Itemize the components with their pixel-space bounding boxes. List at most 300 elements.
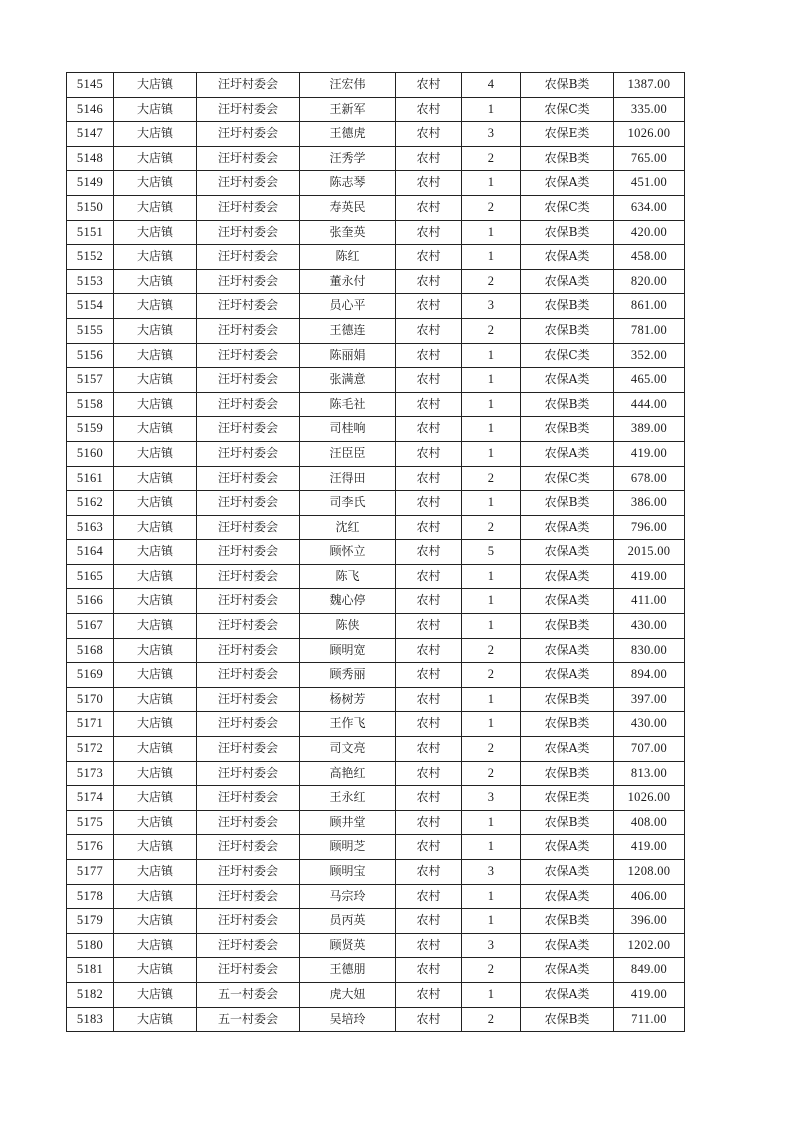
cell-household-count: 2: [462, 761, 521, 786]
cell-household-count: 1: [462, 343, 521, 368]
cell-residence-type: 农村: [396, 737, 462, 762]
cell-insurance-category: 农保A类: [521, 982, 614, 1007]
cell-person-name: 陈丽娟: [300, 343, 396, 368]
cell-village-committee: 汪圩村委会: [197, 786, 300, 811]
table-row: [67, 171, 685, 196]
cell-residence-type: 农村: [396, 810, 462, 835]
cell-village-committee: 汪圩村委会: [197, 195, 300, 220]
cell-insurance-category: 农保B类: [521, 1007, 614, 1032]
cell-town: 大店镇: [114, 515, 197, 540]
cell-person-name: 张满意: [300, 368, 396, 393]
cell-town: 大店镇: [114, 761, 197, 786]
cell-row-id: 5177: [67, 860, 114, 885]
cell-person-name: 高艳红: [300, 761, 396, 786]
cell-town: 大店镇: [114, 294, 197, 319]
cell-household-count: 2: [462, 958, 521, 983]
cell-village-committee: 汪圩村委会: [197, 73, 300, 98]
cell-insurance-category: 农保A类: [521, 884, 614, 909]
table-row: [67, 97, 685, 122]
table-row: [67, 122, 685, 147]
table-row: [67, 343, 685, 368]
cell-town: 大店镇: [114, 958, 197, 983]
cell-residence-type: 农村: [396, 687, 462, 712]
cell-town: 大店镇: [114, 392, 197, 417]
cell-amount: 2015.00: [614, 540, 685, 565]
cell-town: 大店镇: [114, 220, 197, 245]
cell-village-committee: 汪圩村委会: [197, 958, 300, 983]
cell-household-count: 2: [462, 146, 521, 171]
cell-amount: 678.00: [614, 466, 685, 491]
cell-town: 大店镇: [114, 663, 197, 688]
cell-village-committee: 汪圩村委会: [197, 269, 300, 294]
cell-person-name: 顾井堂: [300, 810, 396, 835]
cell-amount: 1202.00: [614, 933, 685, 958]
table-row: [67, 540, 685, 565]
cell-town: 大店镇: [114, 417, 197, 442]
cell-village-committee: 汪圩村委会: [197, 663, 300, 688]
cell-town: 大店镇: [114, 97, 197, 122]
cell-amount: 451.00: [614, 171, 685, 196]
cell-household-count: 1: [462, 491, 521, 516]
cell-household-count: 1: [462, 171, 521, 196]
cell-household-count: 3: [462, 294, 521, 319]
cell-household-count: 1: [462, 564, 521, 589]
cell-amount: 386.00: [614, 491, 685, 516]
cell-person-name: 汪秀学: [300, 146, 396, 171]
cell-amount: 796.00: [614, 515, 685, 540]
cell-insurance-category: 农保A类: [521, 860, 614, 885]
cell-person-name: 顾秀丽: [300, 663, 396, 688]
cell-town: 大店镇: [114, 810, 197, 835]
cell-row-id: 5180: [67, 933, 114, 958]
cell-insurance-category: 农保B类: [521, 909, 614, 934]
cell-village-committee: 汪圩村委会: [197, 343, 300, 368]
cell-insurance-category: 农保B类: [521, 146, 614, 171]
table-row: [67, 564, 685, 589]
cell-village-committee: 汪圩村委会: [197, 515, 300, 540]
cell-residence-type: 农村: [396, 73, 462, 98]
cell-person-name: 司桂响: [300, 417, 396, 442]
cell-person-name: 虎大妞: [300, 982, 396, 1007]
cell-amount: 707.00: [614, 737, 685, 762]
cell-insurance-category: 农保A类: [521, 589, 614, 614]
cell-village-committee: 汪圩村委会: [197, 245, 300, 270]
cell-row-id: 5176: [67, 835, 114, 860]
cell-person-name: 杨树芳: [300, 687, 396, 712]
cell-insurance-category: 农保A类: [521, 638, 614, 663]
cell-row-id: 5170: [67, 687, 114, 712]
table-row: [67, 491, 685, 516]
cell-person-name: 吴培玲: [300, 1007, 396, 1032]
cell-amount: 419.00: [614, 441, 685, 466]
cell-village-committee: 汪圩村委会: [197, 466, 300, 491]
cell-insurance-category: 农保B类: [521, 417, 614, 442]
cell-residence-type: 农村: [396, 982, 462, 1007]
cell-village-committee: 汪圩村委会: [197, 589, 300, 614]
cell-amount: 419.00: [614, 835, 685, 860]
cell-insurance-category: 农保A类: [521, 245, 614, 270]
cell-insurance-category: 农保B类: [521, 220, 614, 245]
table-row: [67, 958, 685, 983]
cell-town: 大店镇: [114, 982, 197, 1007]
table-row: [67, 146, 685, 171]
cell-village-committee: 汪圩村委会: [197, 97, 300, 122]
cell-amount: 1208.00: [614, 860, 685, 885]
cell-household-count: 1: [462, 884, 521, 909]
cell-town: 大店镇: [114, 491, 197, 516]
cell-insurance-category: 农保B类: [521, 614, 614, 639]
cell-household-count: 1: [462, 589, 521, 614]
cell-village-committee: 汪圩村委会: [197, 638, 300, 663]
cell-residence-type: 农村: [396, 195, 462, 220]
cell-insurance-category: 农保B类: [521, 73, 614, 98]
cell-residence-type: 农村: [396, 712, 462, 737]
cell-town: 大店镇: [114, 343, 197, 368]
cell-person-name: 王新军: [300, 97, 396, 122]
cell-village-committee: 汪圩村委会: [197, 860, 300, 885]
cell-household-count: 2: [462, 466, 521, 491]
cell-row-id: 5165: [67, 564, 114, 589]
cell-row-id: 5155: [67, 318, 114, 343]
cell-residence-type: 农村: [396, 860, 462, 885]
cell-town: 大店镇: [114, 909, 197, 934]
cell-household-count: 1: [462, 392, 521, 417]
cell-town: 大店镇: [114, 1007, 197, 1032]
cell-row-id: 5151: [67, 220, 114, 245]
cell-insurance-category: 农保A类: [521, 663, 614, 688]
cell-town: 大店镇: [114, 269, 197, 294]
cell-amount: 408.00: [614, 810, 685, 835]
cell-town: 大店镇: [114, 614, 197, 639]
cell-person-name: 寿英民: [300, 195, 396, 220]
cell-village-committee: 汪圩村委会: [197, 318, 300, 343]
cell-amount: 430.00: [614, 614, 685, 639]
table-row: [67, 73, 685, 98]
cell-row-id: 5149: [67, 171, 114, 196]
table-row: [67, 638, 685, 663]
cell-row-id: 5156: [67, 343, 114, 368]
cell-amount: 406.00: [614, 884, 685, 909]
cell-amount: 396.00: [614, 909, 685, 934]
cell-person-name: 顾贤英: [300, 933, 396, 958]
cell-town: 大店镇: [114, 122, 197, 147]
cell-insurance-category: 农保A类: [521, 958, 614, 983]
cell-person-name: 王德朋: [300, 958, 396, 983]
cell-person-name: 陈毛社: [300, 392, 396, 417]
cell-household-count: 3: [462, 933, 521, 958]
cell-amount: 420.00: [614, 220, 685, 245]
cell-residence-type: 农村: [396, 97, 462, 122]
cell-amount: 444.00: [614, 392, 685, 417]
table-row: [67, 269, 685, 294]
cell-row-id: 5147: [67, 122, 114, 147]
table-row: [67, 860, 685, 885]
table-row: [67, 737, 685, 762]
cell-town: 大店镇: [114, 540, 197, 565]
table-row: [67, 589, 685, 614]
cell-person-name: 汪臣臣: [300, 441, 396, 466]
cell-household-count: 1: [462, 712, 521, 737]
cell-person-name: 沈红: [300, 515, 396, 540]
cell-row-id: 5159: [67, 417, 114, 442]
cell-village-committee: 五一村委会: [197, 982, 300, 1007]
cell-residence-type: 农村: [396, 441, 462, 466]
cell-amount: 458.00: [614, 245, 685, 270]
cell-residence-type: 农村: [396, 1007, 462, 1032]
cell-village-committee: 汪圩村委会: [197, 810, 300, 835]
cell-insurance-category: 农保B类: [521, 712, 614, 737]
cell-insurance-category: 农保C类: [521, 195, 614, 220]
table-row: [67, 663, 685, 688]
cell-town: 大店镇: [114, 712, 197, 737]
cell-amount: 389.00: [614, 417, 685, 442]
cell-person-name: 魏心停: [300, 589, 396, 614]
cell-row-id: 5148: [67, 146, 114, 171]
cell-household-count: 2: [462, 663, 521, 688]
cell-insurance-category: 农保E类: [521, 122, 614, 147]
records-table: [66, 72, 685, 1032]
cell-household-count: 2: [462, 1007, 521, 1032]
cell-person-name: 顾明宽: [300, 638, 396, 663]
cell-village-committee: 汪圩村委会: [197, 712, 300, 737]
cell-row-id: 5158: [67, 392, 114, 417]
cell-amount: 1387.00: [614, 73, 685, 98]
cell-row-id: 5145: [67, 73, 114, 98]
cell-residence-type: 农村: [396, 417, 462, 442]
cell-village-committee: 汪圩村委会: [197, 687, 300, 712]
cell-insurance-category: 农保B类: [521, 392, 614, 417]
cell-town: 大店镇: [114, 195, 197, 220]
cell-row-id: 5175: [67, 810, 114, 835]
cell-row-id: 5146: [67, 97, 114, 122]
table-row: [67, 614, 685, 639]
cell-insurance-category: 农保A类: [521, 441, 614, 466]
cell-row-id: 5166: [67, 589, 114, 614]
cell-household-count: 3: [462, 860, 521, 885]
cell-household-count: 3: [462, 786, 521, 811]
cell-village-committee: 汪圩村委会: [197, 392, 300, 417]
cell-insurance-category: 农保E类: [521, 786, 614, 811]
cell-village-committee: 汪圩村委会: [197, 933, 300, 958]
cell-village-committee: 汪圩村委会: [197, 884, 300, 909]
cell-town: 大店镇: [114, 786, 197, 811]
cell-person-name: 张奎英: [300, 220, 396, 245]
cell-row-id: 5181: [67, 958, 114, 983]
cell-village-committee: 汪圩村委会: [197, 171, 300, 196]
cell-person-name: 员丙英: [300, 909, 396, 934]
cell-household-count: 1: [462, 810, 521, 835]
cell-household-count: 1: [462, 368, 521, 393]
cell-residence-type: 农村: [396, 515, 462, 540]
cell-person-name: 陈飞: [300, 564, 396, 589]
cell-village-committee: 汪圩村委会: [197, 220, 300, 245]
cell-residence-type: 农村: [396, 368, 462, 393]
table-row: [67, 884, 685, 909]
cell-village-committee: 汪圩村委会: [197, 614, 300, 639]
cell-village-committee: 汪圩村委会: [197, 491, 300, 516]
cell-residence-type: 农村: [396, 171, 462, 196]
cell-row-id: 5152: [67, 245, 114, 270]
cell-residence-type: 农村: [396, 318, 462, 343]
table-row: [67, 687, 685, 712]
cell-amount: 711.00: [614, 1007, 685, 1032]
cell-person-name: 员心平: [300, 294, 396, 319]
table-row: [67, 318, 685, 343]
cell-household-count: 1: [462, 982, 521, 1007]
cell-household-count: 1: [462, 97, 521, 122]
table-row: [67, 392, 685, 417]
cell-town: 大店镇: [114, 589, 197, 614]
cell-amount: 335.00: [614, 97, 685, 122]
cell-village-committee: 汪圩村委会: [197, 294, 300, 319]
cell-town: 大店镇: [114, 835, 197, 860]
cell-residence-type: 农村: [396, 146, 462, 171]
cell-row-id: 5157: [67, 368, 114, 393]
cell-household-count: 1: [462, 245, 521, 270]
cell-residence-type: 农村: [396, 663, 462, 688]
cell-person-name: 汪宏伟: [300, 73, 396, 98]
cell-row-id: 5182: [67, 982, 114, 1007]
cell-village-committee: 汪圩村委会: [197, 835, 300, 860]
cell-amount: 411.00: [614, 589, 685, 614]
cell-village-committee: 汪圩村委会: [197, 737, 300, 762]
cell-amount: 465.00: [614, 368, 685, 393]
cell-town: 大店镇: [114, 638, 197, 663]
cell-insurance-category: 农保C类: [521, 466, 614, 491]
cell-household-count: 1: [462, 835, 521, 860]
cell-amount: 830.00: [614, 638, 685, 663]
cell-row-id: 5178: [67, 884, 114, 909]
cell-amount: 430.00: [614, 712, 685, 737]
cell-village-committee: 汪圩村委会: [197, 368, 300, 393]
cell-amount: 820.00: [614, 269, 685, 294]
cell-amount: 634.00: [614, 195, 685, 220]
cell-amount: 781.00: [614, 318, 685, 343]
cell-household-count: 1: [462, 417, 521, 442]
cell-amount: 813.00: [614, 761, 685, 786]
cell-household-count: 2: [462, 638, 521, 663]
cell-insurance-category: 农保A类: [521, 171, 614, 196]
cell-row-id: 5164: [67, 540, 114, 565]
cell-residence-type: 农村: [396, 614, 462, 639]
cell-household-count: 5: [462, 540, 521, 565]
cell-town: 大店镇: [114, 884, 197, 909]
cell-person-name: 董永付: [300, 269, 396, 294]
cell-village-committee: 汪圩村委会: [197, 441, 300, 466]
cell-residence-type: 农村: [396, 245, 462, 270]
cell-person-name: 陈志琴: [300, 171, 396, 196]
cell-residence-type: 农村: [396, 958, 462, 983]
cell-household-count: 2: [462, 269, 521, 294]
cell-residence-type: 农村: [396, 589, 462, 614]
cell-household-count: 1: [462, 687, 521, 712]
cell-household-count: 2: [462, 737, 521, 762]
table-row: [67, 195, 685, 220]
cell-amount: 352.00: [614, 343, 685, 368]
cell-residence-type: 农村: [396, 933, 462, 958]
cell-household-count: 3: [462, 122, 521, 147]
cell-residence-type: 农村: [396, 638, 462, 663]
cell-person-name: 马宗玲: [300, 884, 396, 909]
cell-person-name: 司文亮: [300, 737, 396, 762]
table-row: [67, 245, 685, 270]
cell-person-name: 顾明芝: [300, 835, 396, 860]
cell-household-count: 2: [462, 515, 521, 540]
cell-household-count: 1: [462, 441, 521, 466]
table-row: [67, 220, 685, 245]
cell-residence-type: 农村: [396, 220, 462, 245]
table-row: [67, 712, 685, 737]
cell-town: 大店镇: [114, 860, 197, 885]
cell-household-count: 1: [462, 909, 521, 934]
cell-village-committee: 汪圩村委会: [197, 909, 300, 934]
cell-village-committee: 五一村委会: [197, 1007, 300, 1032]
cell-residence-type: 农村: [396, 564, 462, 589]
cell-village-committee: 汪圩村委会: [197, 146, 300, 171]
cell-residence-type: 农村: [396, 884, 462, 909]
cell-amount: 861.00: [614, 294, 685, 319]
cell-person-name: 汪得田: [300, 466, 396, 491]
cell-row-id: 5160: [67, 441, 114, 466]
cell-amount: 397.00: [614, 687, 685, 712]
cell-residence-type: 农村: [396, 294, 462, 319]
cell-person-name: 王永红: [300, 786, 396, 811]
cell-person-name: 王德连: [300, 318, 396, 343]
cell-insurance-category: 农保A类: [521, 540, 614, 565]
cell-row-id: 5169: [67, 663, 114, 688]
table-row: [67, 933, 685, 958]
cell-town: 大店镇: [114, 564, 197, 589]
cell-residence-type: 农村: [396, 909, 462, 934]
cell-insurance-category: 农保C类: [521, 97, 614, 122]
table-row: [67, 515, 685, 540]
cell-household-count: 1: [462, 220, 521, 245]
cell-village-committee: 汪圩村委会: [197, 761, 300, 786]
cell-residence-type: 农村: [396, 835, 462, 860]
cell-person-name: 顾明宝: [300, 860, 396, 885]
cell-row-id: 5172: [67, 737, 114, 762]
cell-residence-type: 农村: [396, 786, 462, 811]
cell-person-name: 顾怀立: [300, 540, 396, 565]
table-row: [67, 1007, 685, 1032]
cell-village-committee: 汪圩村委会: [197, 417, 300, 442]
table-row: [67, 368, 685, 393]
cell-amount: 419.00: [614, 982, 685, 1007]
cell-person-name: 陈红: [300, 245, 396, 270]
cell-residence-type: 农村: [396, 269, 462, 294]
cell-row-id: 5162: [67, 491, 114, 516]
table-row: [67, 466, 685, 491]
cell-row-id: 5150: [67, 195, 114, 220]
cell-household-count: 2: [462, 318, 521, 343]
cell-insurance-category: 农保B类: [521, 294, 614, 319]
table-row: [67, 909, 685, 934]
cell-person-name: 王作飞: [300, 712, 396, 737]
cell-insurance-category: 农保B类: [521, 318, 614, 343]
cell-household-count: 2: [462, 195, 521, 220]
cell-insurance-category: 农保B类: [521, 810, 614, 835]
table-row: [67, 982, 685, 1007]
cell-town: 大店镇: [114, 737, 197, 762]
cell-row-id: 5171: [67, 712, 114, 737]
cell-household-count: 4: [462, 73, 521, 98]
cell-town: 大店镇: [114, 146, 197, 171]
cell-town: 大店镇: [114, 245, 197, 270]
table-row: [67, 761, 685, 786]
cell-insurance-category: 农保A类: [521, 368, 614, 393]
cell-residence-type: 农村: [396, 466, 462, 491]
cell-row-id: 5173: [67, 761, 114, 786]
